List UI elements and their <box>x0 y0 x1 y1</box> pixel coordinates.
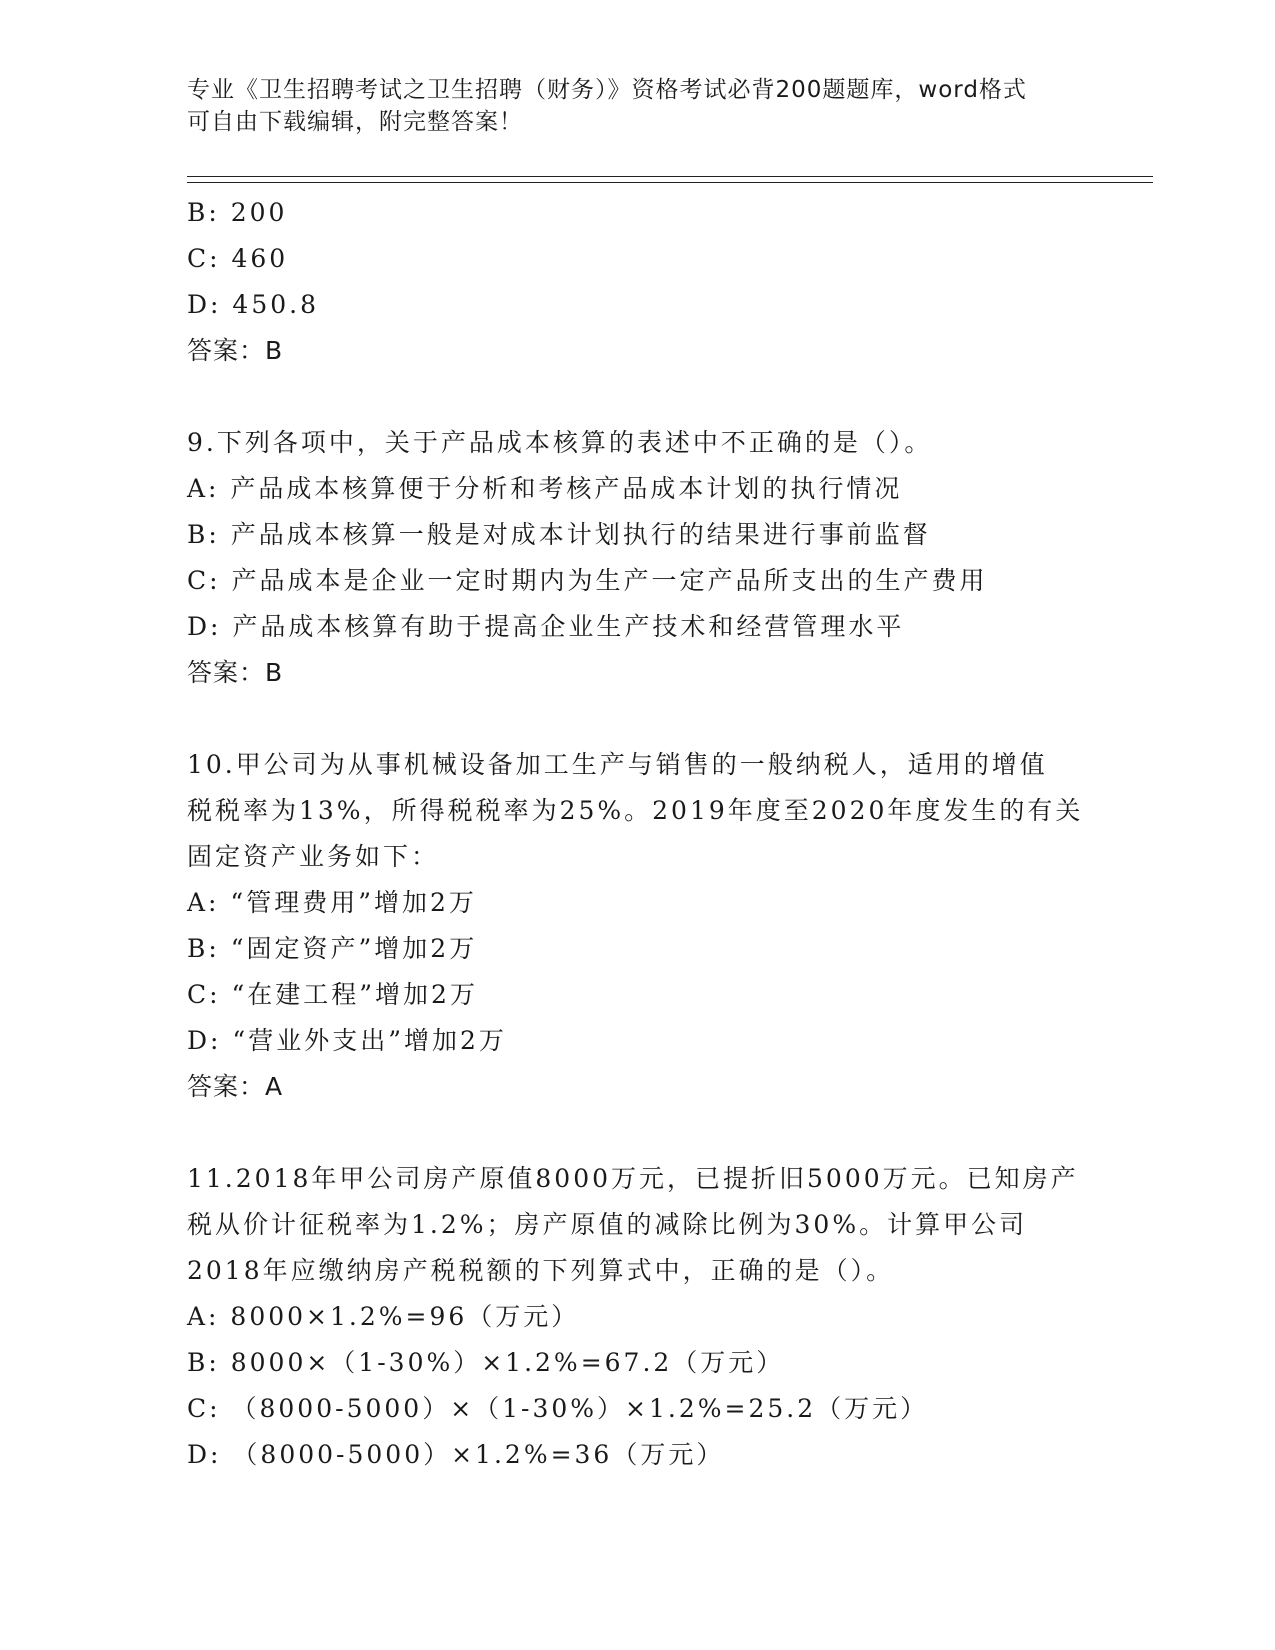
header-divider-bottom <box>187 182 1153 183</box>
question-text-line-1: 10.甲公司为从事机械设备加工生产与销售的一般纳税人，适用的增值 <box>187 750 1048 779</box>
header-line-1: 专业《卫生招聘考试之卫生招聘（财务）》资格考试必背200题题库，word格式 <box>187 77 1027 103</box>
spacer <box>187 1110 1087 1156</box>
question-text-line-2: 税从价计征税率为1.2%；房产原值的减除比例为30%。计算甲公司 <box>187 1210 1028 1239</box>
option-d: D: 450.8 <box>187 290 319 319</box>
option-c: C: “在建工程”增加2万 <box>187 980 478 1009</box>
question-11 <box>187 1156 1087 1478</box>
answer: 答案：B <box>187 336 284 365</box>
option-d: D: 产品成本核算有助于提高企业生产技术和经营管理水平 <box>187 612 905 641</box>
option-c: C: 产品成本是企业一定时期内为生产一定产品所支出的生产费用 <box>187 566 988 595</box>
question-text-line-3: 固定资产业务如下： <box>187 842 440 871</box>
question-text-line-2: 税税率为13%，所得税税率为25%。2019年度至2020年度发生的有关 <box>187 796 1084 825</box>
spacer <box>187 696 1087 742</box>
spacer <box>187 374 1087 420</box>
option-b: B: “固定资产”增加2万 <box>187 934 478 963</box>
question-9 <box>187 420 1087 696</box>
option-c: C: 460 <box>187 244 289 273</box>
option-d: D: （8000-5000）×1.2%=36（万元） <box>187 1440 725 1469</box>
option-a: A: 8000×1.2%=96（万元） <box>187 1302 580 1331</box>
answer: 答案：B <box>187 658 284 687</box>
header-divider-top <box>187 176 1153 177</box>
question-list <box>187 190 1087 1478</box>
option-a: A: 产品成本核算便于分析和考核产品成本计划的执行情况 <box>187 474 903 503</box>
option-c: C: （8000-5000）×（1-30%）×1.2%=25.2（万元） <box>187 1394 929 1423</box>
question-10 <box>187 742 1087 1110</box>
question-text: 9.下列各项中，关于产品成本核算的表述中不正确的是（）。 <box>187 428 933 457</box>
option-b: B: 8000×（1-30%）×1.2%=67.2（万元） <box>187 1348 785 1377</box>
option-b: B: 200 <box>187 198 288 227</box>
option-a: A: “管理费用”增加2万 <box>187 888 477 917</box>
option-b: B: 产品成本核算一般是对成本计划执行的结果进行事前监督 <box>187 520 931 549</box>
answer: 答案：A <box>187 1072 284 1101</box>
question-8 <box>187 190 1087 374</box>
document-header <box>187 74 1087 138</box>
question-text-line-3: 2018年应缴纳房产税税额的下列算式中，正确的是（）。 <box>187 1256 895 1285</box>
option-d: D: “营业外支出”增加2万 <box>187 1026 507 1055</box>
header-line-2: 可自由下载编辑，附完整答案！ <box>187 109 523 135</box>
question-text-line-1: 11.2018年甲公司房产原值8000万元，已提折旧5000万元。已知房产 <box>187 1164 1079 1193</box>
